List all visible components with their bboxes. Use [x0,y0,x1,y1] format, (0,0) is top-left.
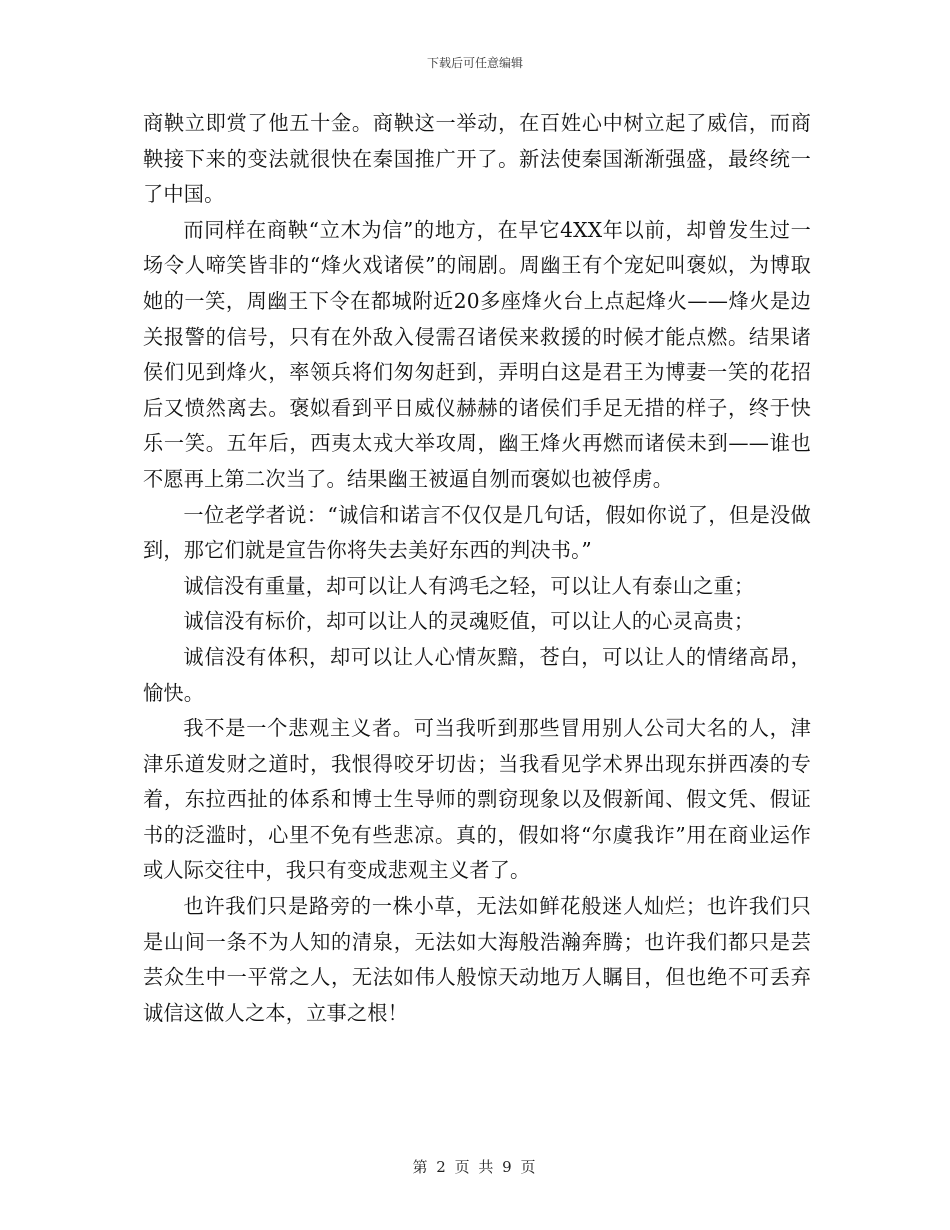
paragraph-1: 商鞅立即赏了他五十金。商鞅这一举动，在百姓心中树立起了威信，而商鞅接下来的变法就很快在秦国推广开了。新法使秦国渐渐强盛，最终统一了中国。 [143,111,811,207]
document-body [143,106,811,1031]
page-header: 下载后可任意编辑 [426,56,523,70]
paragraph-2: 而同样在商鞅“立木为信”的地方，在早它4XX年以前，却曾发生过一场令人啼笑皆非的“烽火戏诸侯”的闹剧。周幽王有个宠妃叫褒姒，为博取她的一笑，周幽王下令在都城附近20多座烽火台上点起烽火——烽火是边关报警的信号，只有在外敌入侵需召诸侯来救援的时候才能点燃。结果诸侯们见到烽火，率领兵将们匆匆赶到，弄明白这是君王为博妻一笑的花招后又愤然离去。褒姒看到平日威仪赫赫的诸侯们手足无措的样子，终于快乐一笑。五年后，西夷太戎大举攻周，幽王烽火再燃而诸侯未到——谁也不愿再上第二次当了。结果幽王被逼自刎而褒姒也被俘虏。 [143,217,811,491]
page-footer: 第 2 页 共 9 页 [412,1158,538,1176]
paragraph-3: 一位老学者说：“诚信和诺言不仅仅是几句话，假如你说了，但是没做到，那它们就是宣告你将失去美好东西的判决书。” [143,502,811,563]
paragraph-4: 诚信没有重量，却可以让人有鸿毛之轻，可以让人有泰山之重； [183,573,755,598]
paragraph-5: 诚信没有标价，却可以让人的灵魂贬值，可以让人的心灵高贵； [183,609,755,634]
paragraph-8: 也许我们只是路旁的一株小草，无法如鲜花般迷人灿烂；也许我们只是山间一条不为人知的清泉，无法如大海般浩瀚奔腾；也许我们都只是芸芸众生中一平常之人，无法如伟人般惊天动地万人瞩目，但也绝不可丢弃诚信这做人之本，立事之根！ [143,894,811,1025]
paragraph-7: 我不是一个悲观主义者。可当我听到那些冒用别人公司大名的人，津津乐道发财之道时，我恨得咬牙切齿；当我看见学术界出现东拼西凑的专着，东拉西扯的体系和博士生导师的剽窃现象以及假新闻、假文凭、假证书的泛滥时，心里不免有些悲凉。真的，假如将“尔虞我诈”用在商业运作或人际交往中，我只有变成悲观主义者了。 [143,716,811,883]
paragraph-6: 诚信没有体积，却可以让人心情灰黯，苍白，可以让人的情绪高昂，愉快。 [143,644,811,705]
